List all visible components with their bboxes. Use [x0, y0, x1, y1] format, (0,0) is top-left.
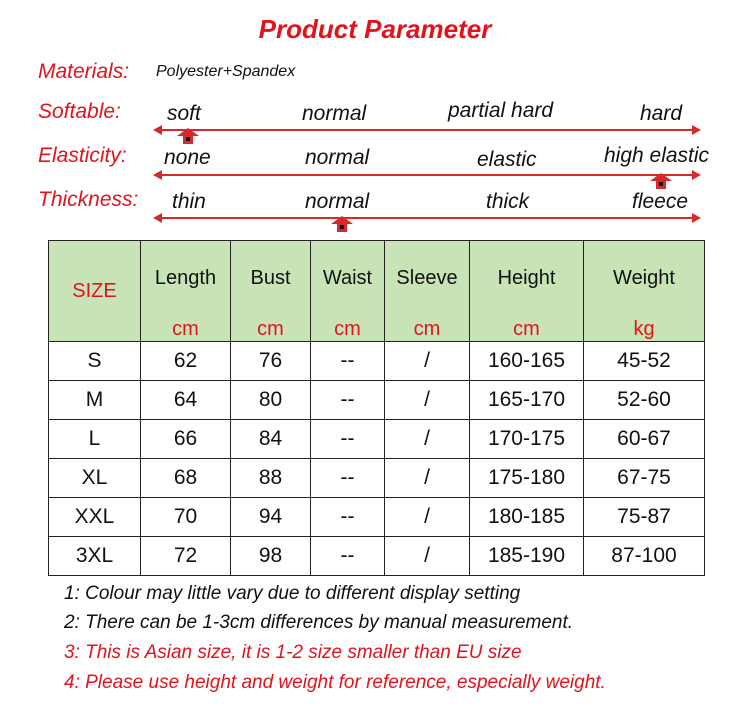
elasticity-option-high-elastic: high elastic [604, 144, 710, 167]
header-sleeve-label: Sleeve [396, 267, 458, 289]
elasticity-scale-line [160, 174, 695, 176]
elasticity-option-elastic: elastic [477, 148, 537, 171]
header-weight-unit: kg [633, 318, 655, 340]
header-bust [231, 241, 311, 342]
header-size [49, 241, 141, 342]
header-weight [584, 241, 705, 342]
cell-weight: 87-100 [584, 537, 705, 576]
header-sleeve-unit: cm [413, 318, 441, 340]
elasticity-label: Elasticity: [38, 144, 127, 167]
cell-bust: 80 [231, 381, 311, 420]
table-row [49, 420, 705, 459]
table-row [49, 381, 705, 420]
cell-height: 180-185 [470, 498, 584, 537]
header-height-label: Height [497, 267, 556, 289]
cell-waist: -- [311, 420, 385, 459]
cell-size: S [49, 342, 141, 381]
cell-bust: 94 [231, 498, 311, 537]
header-size-label: SIZE [72, 279, 117, 302]
table-row [49, 537, 705, 576]
thickness-scale-right-arrow [692, 213, 701, 223]
cell-sleeve: / [385, 342, 470, 381]
cell-size: 3XL [49, 537, 141, 576]
cell-sleeve: / [385, 498, 470, 537]
thickness-scale-left-arrow [153, 213, 162, 223]
cell-length: 66 [141, 420, 231, 459]
note-colour: 1: Colour may little vary due to different display setting [64, 583, 521, 604]
cell-sleeve: / [385, 459, 470, 498]
materials-value: Polyester+Spandex [156, 63, 296, 80]
materials-label: Materials: [38, 60, 130, 83]
header-height-unit: cm [513, 318, 540, 340]
softable-option-partial-hard: partial hard [448, 99, 554, 122]
cell-weight: 60-67 [584, 420, 705, 459]
softable-scale-line [160, 129, 695, 131]
table-row [49, 459, 705, 498]
table-header-row [49, 241, 705, 342]
note-height-weight: 4: Please use height and weight for reference, especially weight. [64, 672, 606, 693]
thickness-option-thick: thick [486, 190, 530, 213]
header-bust-label: Bust [250, 267, 291, 289]
cell-waist: -- [311, 498, 385, 537]
header-height [470, 241, 584, 342]
thickness-marker-icon [331, 216, 353, 232]
thickness-option-thin: thin [172, 190, 206, 213]
cell-size: L [49, 420, 141, 459]
note-measurement: 2: There can be 1-3cm differences by manual measurement. [64, 612, 574, 633]
cell-length: 72 [141, 537, 231, 576]
cell-bust: 76 [231, 342, 311, 381]
cell-weight: 45-52 [584, 342, 705, 381]
cell-size: XXL [49, 498, 141, 537]
softable-label: Softable: [38, 100, 121, 123]
cell-waist: -- [311, 381, 385, 420]
cell-sleeve: / [385, 537, 470, 576]
cell-bust: 88 [231, 459, 311, 498]
thickness-option-normal: normal [305, 190, 370, 213]
cell-length: 70 [141, 498, 231, 537]
cell-length: 64 [141, 381, 231, 420]
header-length-unit: cm [172, 318, 199, 340]
size-chart-table [48, 240, 705, 576]
header-waist [311, 241, 385, 342]
elasticity-marker-icon [650, 173, 672, 189]
thickness-scale-line [160, 217, 695, 219]
elasticity-scale-left-arrow [153, 170, 162, 180]
elasticity-option-none: none [164, 146, 211, 169]
softable-scale-left-arrow [153, 125, 162, 135]
cell-height: 160-165 [470, 342, 584, 381]
softable-option-soft: soft [167, 102, 201, 125]
cell-height: 165-170 [470, 381, 584, 420]
cell-bust: 84 [231, 420, 311, 459]
softable-option-normal: normal [302, 102, 367, 125]
softable-option-hard: hard [640, 102, 683, 125]
header-sleeve [385, 241, 470, 342]
header-length [141, 241, 231, 342]
cell-weight: 52-60 [584, 381, 705, 420]
page-title: Product Parameter [258, 14, 492, 44]
header-waist-label: Waist [322, 267, 373, 289]
cell-weight: 67-75 [584, 459, 705, 498]
cell-waist: -- [311, 537, 385, 576]
cell-height: 175-180 [470, 459, 584, 498]
cell-size: M [49, 381, 141, 420]
header-waist-unit: cm [334, 318, 361, 340]
table-row [49, 342, 705, 381]
cell-waist: -- [311, 459, 385, 498]
cell-length: 68 [141, 459, 231, 498]
cell-size: XL [49, 459, 141, 498]
cell-height: 170-175 [470, 420, 584, 459]
cell-sleeve: / [385, 420, 470, 459]
header-bust-unit: cm [257, 318, 284, 340]
note-asian-size: 3: This is Asian size, it is 1-2 size smaller than EU size [64, 642, 522, 663]
cell-height: 185-190 [470, 537, 584, 576]
cell-length: 62 [141, 342, 231, 381]
elasticity-scale-right-arrow [692, 170, 701, 180]
cell-weight: 75-87 [584, 498, 705, 537]
thickness-label: Thickness: [38, 188, 139, 211]
table-row [49, 498, 705, 537]
cell-sleeve: / [385, 381, 470, 420]
softable-marker-icon [177, 128, 199, 144]
softable-scale-right-arrow [692, 125, 701, 135]
header-length-label: Length [154, 267, 217, 289]
cell-waist: -- [311, 342, 385, 381]
thickness-option-fleece: fleece [632, 190, 689, 213]
cell-bust: 98 [231, 537, 311, 576]
elasticity-option-normal: normal [305, 146, 370, 169]
header-weight-label: Weight [613, 267, 675, 289]
